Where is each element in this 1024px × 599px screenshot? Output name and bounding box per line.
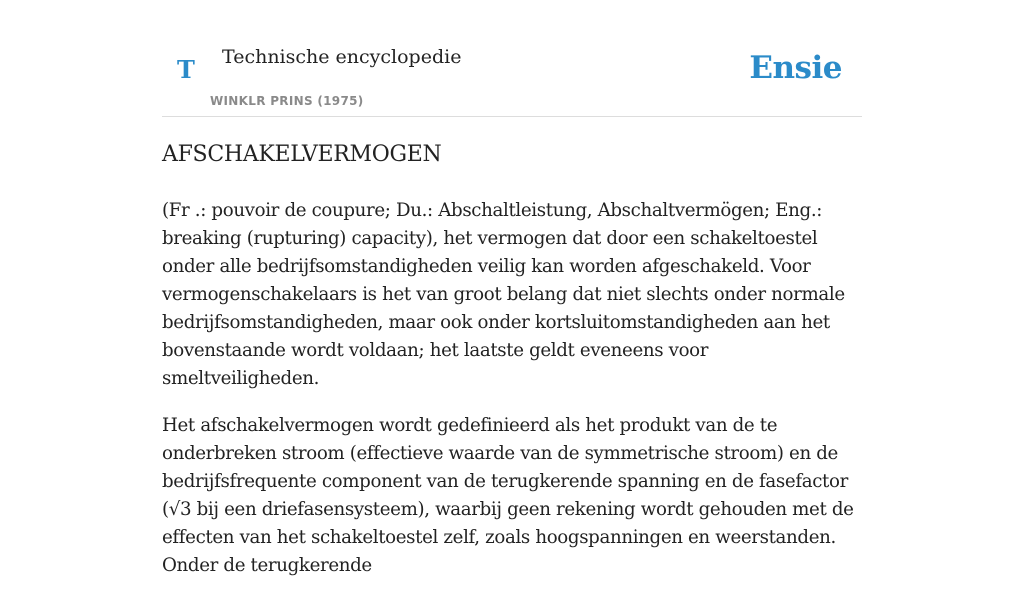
entry-title: AFSCHAKELVERMOGEN: [162, 142, 442, 167]
entry-content: [162, 138, 862, 599]
book-title-link[interactable]: Technische encyclopedie: [222, 46, 462, 68]
entry-paragraph: (Fr .: pouvoir de coupure; Du.: Abschaltleistung, Abschaltvermögen; Eng.: breaking (rupturing) capacity), het vermogen dat door een schakeltoestel onder alle bedrijfsomstandigheden veilig kan worden afgeschakeld. Voor vermogenschakelaars is het van groot belang dat niet slechts onder normale bedrijfsomstandigheden, maar ook onder kortsluitomstandigheden aan het bovenstaande wordt voldaan; het laatste geldt eveneens voor smeltveiligheden.: [162, 200, 845, 389]
book-subtitle: WINKLR PRINS (1975): [210, 94, 364, 108]
entry-paragraph: Het afschakelvermogen wordt gedefinieerd als het produkt van de te onderbreken stroom (effectieve waarde van de symmetrische stroom) en de bedrijfsfrequente component van de terugkerende spanning en de fasefactor (√3 bij een driefasensysteem), waarbij geen rekening wordt gehouden met de effecten van het schakeltoestel zelf, zoals hoogspanningen en weerstanden. Onder de terugkerende: [162, 415, 854, 576]
book-logo-icon[interactable]: T: [177, 55, 195, 84]
ensie-logo-link[interactable]: Ensie: [749, 50, 842, 86]
page-header: [162, 0, 862, 117]
